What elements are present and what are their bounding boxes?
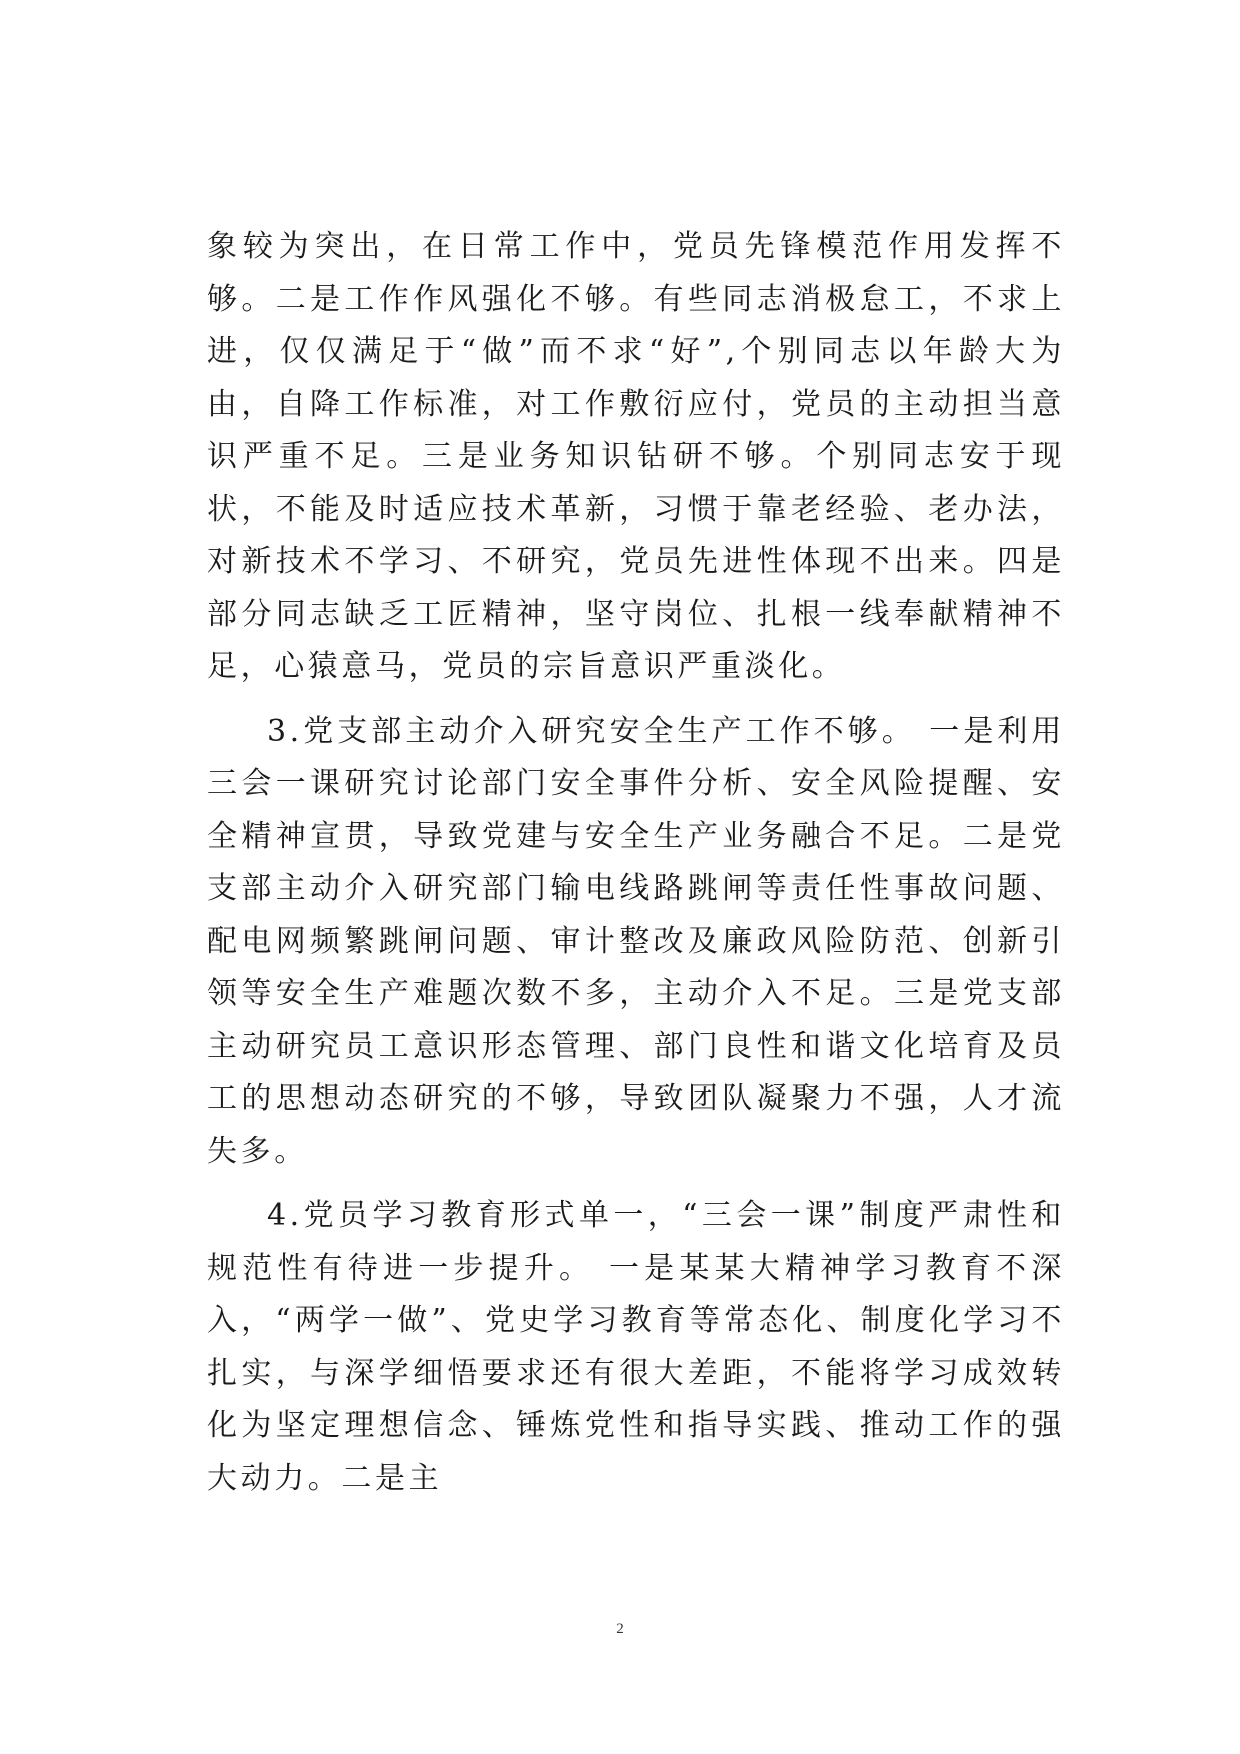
paragraph-continuation: 象较为突出，在日常工作中，党员先锋模范作用发挥不够。二是工作作风强化不够。有些同志消极怠工，不求上进，仅仅满足于“做”而不求“好”,个别同志以年龄大为由，自降工作标准，对工作敷衍应付，党员的主动担当意识严重不足。三是业务知识钻研不够。个别同志安于现状，不能及时适应技术革新，习惯于靠老经验、老办法，对新技术不学习、不研究，党员先进性体现不出来。四是部分同志缺乏工匠精神，坚守岗位、扎根一线奉献精神不足，心猿意马，党员的宗旨意识严重淡化。 (207, 229, 1065, 684)
page-number: 2 (616, 1621, 624, 1637)
paragraph-item-4: 4.党员学习教育形式单一，“三会一课”制度严肃性和规范性有待进一步提升。 一是某某大精神学习教育不深入，“两学一做”、党史学习教育等常态化、制度化学习不扎实，与深学细悟要求还有很大差距，不能将学习成效转化为坚定理想信念、锤炼党性和指导实践、推动工作的强大动力。二是主 (207, 1198, 1065, 1496)
paragraph-item-3: 3.党支部主动介入研究安全生产工作不够。 一是利用三会一课研究讨论部门安全事件分析、安全风险提醒、安全精神宣贯，导致党建与安全生产业务融合不足。二是党支部主动介入研究部门输电线路跳闸等责任性事故问题、配电网频繁跳闸问题、审计整改及廉政风险防范、创新引领等安全生产难题次数不多，主动介入不足。三是党支部主动研究员工意识形态管理、部门良性和谐文化培育及员工的思想动态研究的不够，导致团队凝聚力不强，人才流失多。 (207, 713, 1065, 1169)
body-text (207, 221, 1065, 1505)
